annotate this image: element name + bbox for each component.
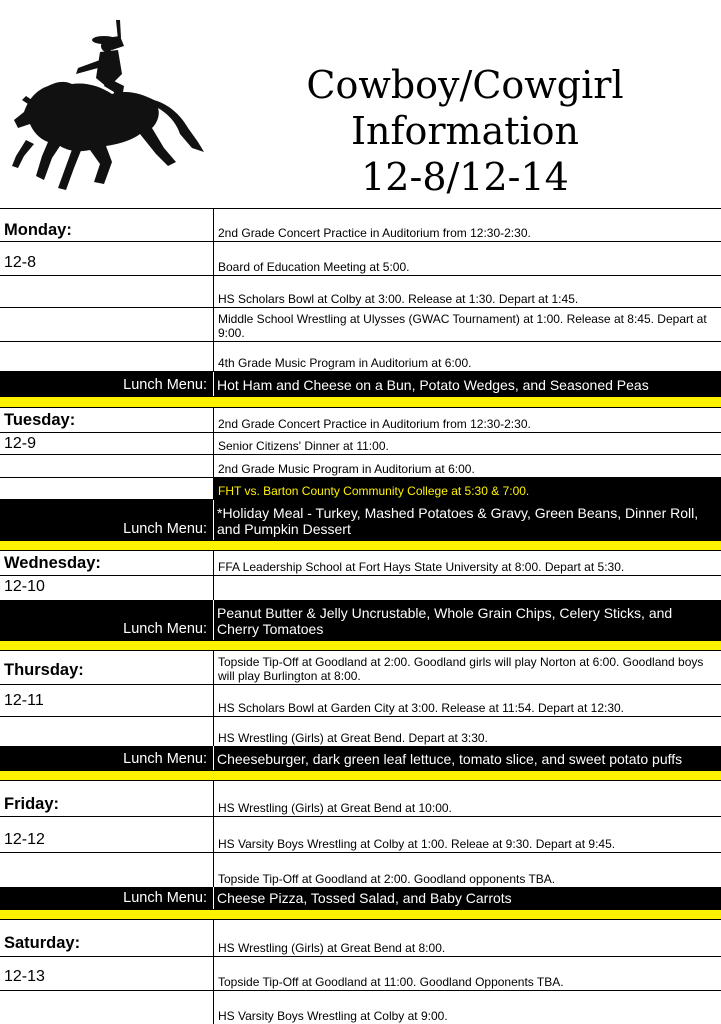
event-cell [214, 651, 721, 684]
lunch-row [0, 500, 721, 540]
table-row [0, 817, 721, 853]
lunch-menu-cell [214, 746, 721, 770]
event-cell [214, 576, 721, 600]
bucking-horse-rider-logo [8, 16, 208, 196]
day-cell [0, 342, 214, 371]
table-row [0, 407, 721, 433]
day-date: 12-11 [4, 692, 44, 709]
event-cell [214, 957, 721, 990]
event-cell [214, 920, 721, 956]
day-date: 12-10 [4, 578, 45, 595]
table-row [0, 342, 721, 372]
day-cell [0, 576, 214, 600]
lunch-label-cell [0, 500, 214, 540]
table-row [0, 308, 721, 342]
lunch-menu-text: Peanut Butter & Jelly Uncrustable, Whole Grain Chips, Celery Sticks, and Cherry Tomatoes [217, 605, 673, 637]
event-cell [214, 817, 721, 852]
page-title [235, 62, 695, 200]
day-cell [0, 308, 214, 341]
lunch-menu-cell [214, 500, 721, 540]
day-cell [0, 478, 214, 499]
event-cell [214, 242, 721, 275]
day-name: Tuesday: [4, 411, 76, 429]
lunch-label: Lunch Menu: [123, 751, 207, 767]
day-cell [0, 408, 214, 432]
title-line: Cowboy/Cowgirl [306, 63, 624, 107]
event-text: HS Scholars Bowl at Colby at 3:00. Release at 1:30. Depart at 1:45. [218, 292, 579, 306]
table-row [0, 685, 721, 717]
event-cell [214, 276, 721, 307]
lunch-row [0, 887, 721, 909]
day-cell [0, 685, 214, 716]
lunch-label-cell [0, 887, 214, 909]
table-row [0, 208, 721, 242]
event-text: Topside Tip-Off at Goodland at 2:00. Goodland opponents TBA. [218, 872, 556, 886]
event-text: HS Wrestling (Girls) at Great Bend. Depart at 3:30. [218, 731, 488, 745]
day-date: 12-13 [4, 968, 45, 985]
event-cell [214, 342, 721, 371]
event-cell [214, 551, 721, 575]
day-cell [0, 717, 214, 746]
lunch-menu-text: Cheese Pizza, Tossed Salad, and Baby Carrots [217, 890, 512, 906]
lunch-label: Lunch Menu: [123, 377, 207, 393]
day-name: Thursday: [4, 661, 84, 679]
title-line: 12-8/12-14 [361, 155, 569, 199]
title-line: Information [350, 109, 580, 153]
day-name: Friday: [4, 795, 60, 813]
lunch-label-cell [0, 600, 214, 640]
day-date: 12-8 [4, 254, 37, 271]
table-row [0, 242, 721, 276]
day-cell [0, 276, 214, 307]
lunch-label-cell [0, 746, 214, 770]
schedule-table [0, 208, 721, 1024]
event-cell [214, 685, 721, 716]
table-row [0, 576, 721, 600]
day-name: Saturday: [4, 934, 81, 952]
day-cell [0, 433, 214, 454]
day-date: 12-9 [4, 435, 37, 452]
event-cell [214, 781, 721, 816]
separator-bar [0, 396, 721, 407]
table-row [0, 433, 721, 455]
lunch-row [0, 372, 721, 396]
event-cell [214, 717, 721, 746]
table-row [0, 919, 721, 957]
event-text: Board of Education Meeting at 5:00. [218, 260, 410, 274]
event-cell [214, 308, 721, 341]
event-cell [214, 408, 721, 432]
event-text: HS Varsity Boys Wrestling at Colby at 1:00. Releae at 9:30. Depart at 9:45. [218, 837, 616, 851]
lunch-label: Lunch Menu: [123, 890, 207, 906]
day-name: Wednesday: [4, 554, 101, 572]
day-cell [0, 853, 214, 887]
event-cell [214, 455, 721, 477]
day-cell [0, 920, 214, 956]
event-text: HS Wrestling (Girls) at Great Bend at 8:00. [218, 941, 446, 955]
event-text: HS Wrestling (Girls) at Great Bend at 10:00. [218, 801, 452, 815]
day-cell [0, 651, 214, 684]
lunch-menu-text: Cheeseburger, dark green leaf lettuce, tomato slice, and sweet potato puffs [217, 751, 683, 767]
day-cell [0, 991, 214, 1024]
table-row [0, 957, 721, 991]
event-cell [214, 853, 721, 887]
day-cell [0, 957, 214, 990]
lunch-label: Lunch Menu: [123, 621, 207, 637]
lunch-menu-text: *Holiday Meal - Turkey, Mashed Potatoes & Gravy, Green Beans, Dinner Roll, and Pumpkin Dessert [217, 505, 699, 537]
header [0, 0, 721, 208]
lunch-menu-cell [214, 372, 721, 396]
event-text: 2nd Grade Concert Practice in Auditorium from 12:30-2:30. [218, 417, 531, 431]
event-cell [214, 209, 721, 241]
lunch-label-cell [0, 372, 214, 396]
separator-bar [0, 770, 721, 780]
table-row [0, 478, 721, 500]
table-row [0, 550, 721, 576]
day-cell [0, 455, 214, 477]
lunch-row [0, 600, 721, 640]
table-row [0, 717, 721, 746]
day-cell [0, 817, 214, 852]
day-name: Monday: [4, 221, 72, 239]
event-text: 2nd Grade Concert Practice in Auditorium from 12:30-2:30. [218, 226, 531, 240]
day-cell [0, 242, 214, 275]
lunch-menu-cell [214, 600, 721, 640]
event-text: FHT vs. Barton County Community College at 5:30 & 7:00. [218, 484, 530, 498]
table-row [0, 276, 721, 308]
event-cell [214, 433, 721, 454]
event-text: Middle School Wrestling at Ulysses (GWAC Tournament) at 1:00. Release at 8:45. Depart at 9:00. [218, 312, 707, 340]
event-text: Topside Tip-Off at Goodland at 11:00. Goodland Opponents TBA. [218, 975, 564, 989]
event-text: HS Varsity Boys Wrestling at Colby at 9:00. [218, 1009, 448, 1023]
event-text: Topside Tip-Off at Goodland at 2:00. Goodland girls will play Norton at 6:00. Goodland boys will play Burlington at 8:00. [218, 655, 704, 683]
event-text: 2nd Grade Music Program in Auditorium at 6:00. [218, 462, 475, 476]
day-cell [0, 551, 214, 575]
event-cell [214, 991, 721, 1024]
separator-bar [0, 640, 721, 650]
event-text: FFA Leadership School at Fort Hays State University at 8:00. Depart at 5:30. [218, 560, 625, 574]
lunch-label: Lunch Menu: [123, 521, 207, 537]
table-row [0, 650, 721, 685]
day-cell [0, 209, 214, 241]
table-row [0, 455, 721, 478]
lunch-row [0, 746, 721, 770]
day-cell [0, 781, 214, 816]
table-row [0, 853, 721, 887]
event-cell-highlighted [214, 478, 721, 499]
separator-bar [0, 909, 721, 919]
event-text: HS Scholars Bowl at Garden City at 3:00. Release at 11:54. Depart at 12:30. [218, 701, 625, 715]
day-date: 12-12 [4, 831, 45, 848]
separator-bar [0, 540, 721, 550]
event-text: 4th Grade Music Program in Auditorium at 6:00. [218, 356, 472, 370]
lunch-menu-text: Hot Ham and Cheese on a Bun, Potato Wedges, and Seasoned Peas [217, 377, 649, 393]
table-row [0, 780, 721, 817]
lunch-menu-cell [214, 887, 721, 909]
event-text: Senior Citizens' Dinner at 11:00. [218, 439, 389, 453]
table-row [0, 991, 721, 1024]
